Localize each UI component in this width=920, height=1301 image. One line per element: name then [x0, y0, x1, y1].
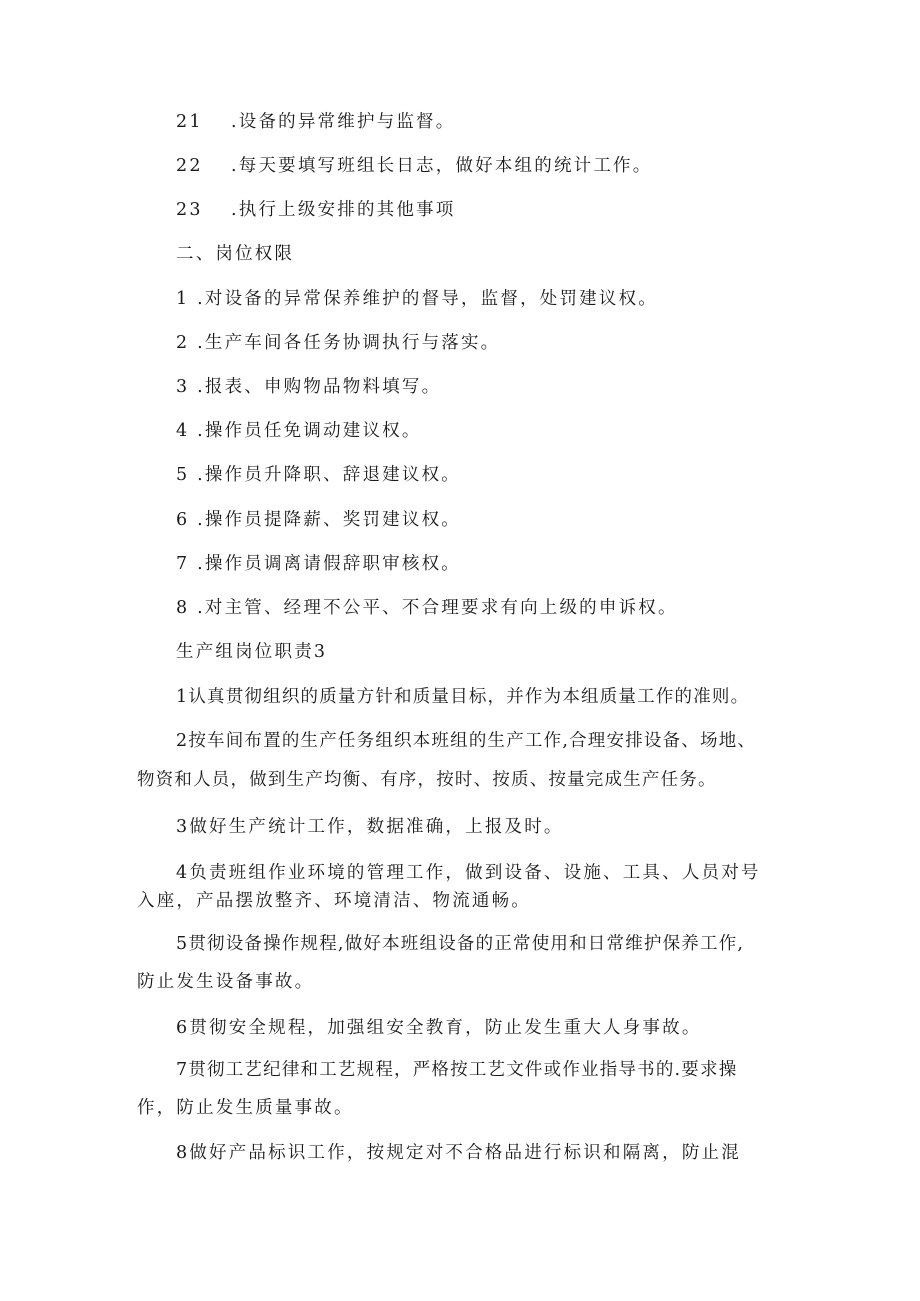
paragraph-7-line-2: 作，防止发生质量事故。: [137, 1098, 354, 1118]
paragraph-1-line-1: 1认真贯彻组织的质量方针和质量目标，并作为本组质量工作的准则。: [176, 687, 750, 707]
paragraph-6-line-1: 6贯彻安全规程，加强组安全教育，防止发生重大人身事故。: [176, 1018, 702, 1038]
list-item: [176, 110, 455, 134]
list-item-text: .操作员升降职、辞退建议权。: [197, 465, 461, 485]
list-item-number: 22: [176, 156, 203, 176]
paragraph-7-line-1: 7贯彻工艺纪律和工艺规程，严格按工艺文件或作业指导书的.要求操: [176, 1060, 738, 1080]
list-item: [176, 552, 461, 576]
list-item-text: .生产车间各任务协调执行与落实。: [197, 333, 501, 353]
list-item-text: .操作员调离请假辞职审核权。: [197, 554, 461, 574]
list-item-number: 7: [176, 554, 190, 574]
paragraph-3-line-1: 3做好生产统计工作，数据准确，上报及时。: [176, 817, 564, 837]
paragraph-5-line-2: 防止发生设备事故。: [137, 972, 315, 992]
list-item: [176, 331, 500, 355]
list-item-number: 5: [176, 465, 190, 485]
list-item: [176, 375, 441, 399]
paragraph-4-line-1: 4负责班组作业环境的管理工作，做到设备、设施、工具、人员对号: [176, 863, 761, 883]
paragraph-5-line-1: 5贯彻设备操作规程,做好本班组设备的正常使用和日常维护保养工作,: [176, 934, 745, 954]
paragraph-2-line-2: 物资和人员，做到生产均衡、有序，按时、按质、按量完成生产任务。: [137, 770, 717, 790]
list-item: [176, 419, 422, 443]
list-item: [176, 463, 461, 487]
list-item-text: .执行上级安排的其他事项: [231, 200, 456, 220]
list-item-text: .对设备的异常保养维护的督导，监督，处罚建议权。: [197, 289, 658, 309]
list-item-text: .对主管、经理不公平、不合理要求有向上级的申诉权。: [197, 598, 678, 618]
list-item-number: 3: [176, 377, 190, 397]
list-item: [176, 287, 658, 311]
list-item-text: .设备的异常维护与监督。: [231, 112, 456, 132]
list-item-text: .每天要填写班组长日志，做好本组的统计工作。: [231, 156, 653, 176]
list-item: [176, 508, 461, 532]
list-item: [176, 596, 678, 620]
list-item: [176, 198, 455, 222]
section-heading: 二、岗位权限: [176, 244, 295, 264]
list-item-number: 21: [176, 112, 203, 132]
list-item-number: 2: [176, 333, 190, 353]
list-item-number: 8: [176, 598, 190, 618]
list-item-number: 1: [176, 289, 190, 309]
list-item-text: .操作员任免调动建议权。: [197, 421, 422, 441]
paragraph-4-line-2: 入座，产品摆放整齐、环境清洁、物流通畅。: [137, 891, 531, 911]
list-item-text: .报表、申购物品物料填写。: [197, 377, 442, 397]
list-item-number: 6: [176, 510, 190, 530]
section-title: 生产组岗位职责3: [176, 642, 328, 662]
list-item-number: 23: [176, 200, 203, 220]
paragraph-2-line-1: 2按车间布置的生产任务组织本班组的生产工作,合理安排设备、场地、: [176, 731, 757, 751]
list-item: [176, 154, 652, 178]
paragraph-8-line-1: 8做好产品标识工作，按规定对不合格品进行标识和隔离，防止混: [176, 1143, 741, 1163]
list-item-number: 4: [176, 421, 190, 441]
list-item-text: .操作员提降薪、奖罚建议权。: [197, 510, 461, 530]
